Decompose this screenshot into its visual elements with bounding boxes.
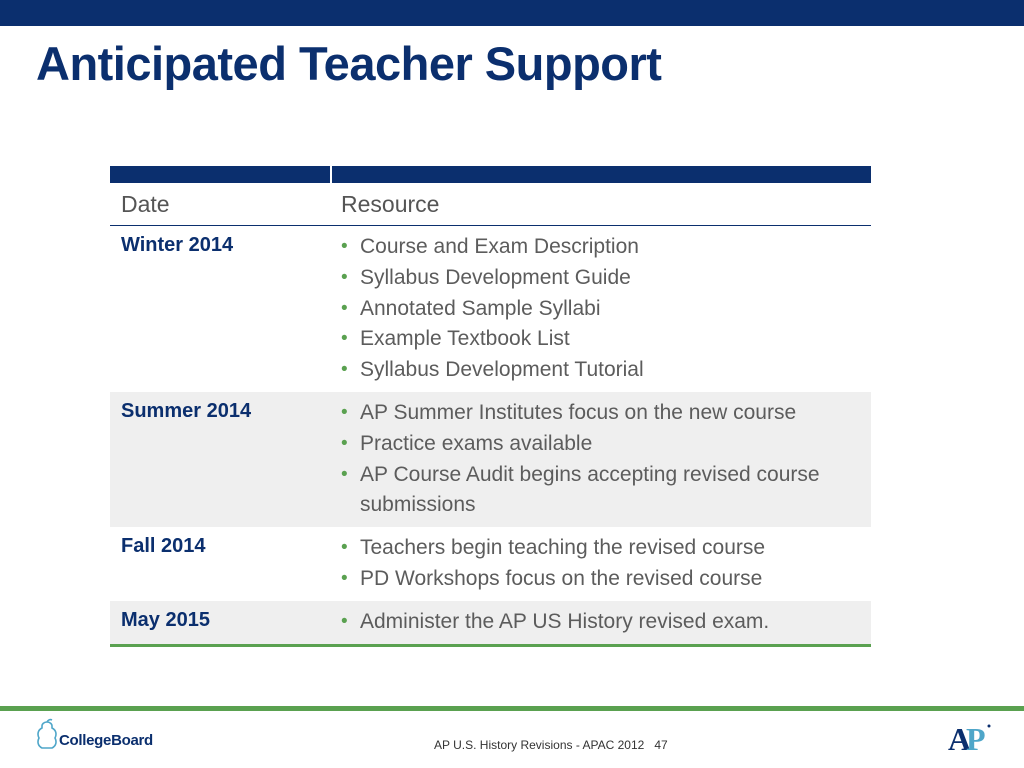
resource-item: • Annotated Sample Syllabi [341,294,871,325]
resource-item: • Practice exams available [341,429,871,460]
resource-item: • Syllabus Development Tutorial [341,355,871,386]
support-table [110,166,871,647]
resource-item: • PD Workshops focus on the revised course [341,564,871,595]
table-row [110,601,871,647]
resource-item: • Teachers begin teaching the revised course [341,533,871,564]
row-date: May 2015 [121,608,210,631]
bullet-icon: • [341,537,348,559]
bullet-icon: • [341,236,348,257]
footer-title: AP U.S. History Revisions - APAC 2012 [434,738,645,752]
resource-item: • Syllabus Development Guide [341,263,871,294]
footer-divider [0,706,1024,711]
resource-item: • Administer the AP US History revised exam. [341,607,871,638]
slide-title: Anticipated Teacher Support [36,37,662,90]
svg-text:P: P [966,721,986,756]
table-column-headers [110,183,871,226]
footer-caption [434,738,668,752]
row-date: Fall 2014 [121,535,206,558]
resource-item: • AP Course Audit begins accepting revised course submissions [341,460,820,522]
college-board-wordmark: CollegeBoard [59,732,153,749]
ap-logo-icon [946,720,994,756]
row-resources [331,601,871,644]
bullet-icon: • [341,328,348,350]
ap-logo [946,720,994,756]
table-row [110,226,871,392]
table-row [110,527,871,601]
column-header-resource: Resource [341,190,440,217]
row-date: Winter 2014 [121,234,234,256]
page-number: 47 [654,738,668,752]
resource-item: • Course and Exam Description [341,232,871,263]
row-resources [331,226,871,392]
row-resources [331,392,871,527]
svg-text:A: A [948,721,972,756]
bullet-icon: • [341,463,348,485]
resource-item: • AP Summer Institutes focus on the new course [341,398,871,429]
column-header-date: Date [121,190,170,217]
acorn-icon [34,718,60,758]
table-row [110,392,871,527]
top-banner [0,0,1024,26]
bullet-icon: • [341,432,348,454]
bullet-icon: • [341,610,348,632]
resource-item: • Example Textbook List [341,324,871,355]
bullet-icon: • [341,266,348,288]
row-resources [331,527,871,601]
table-header-band [110,166,871,183]
bullet-icon: • [341,401,348,423]
row-date: Summer 2014 [121,399,252,422]
college-board-logo [34,718,174,758]
bullet-icon: • [341,297,348,319]
bullet-icon: • [341,567,348,589]
bullet-icon: • [341,359,348,381]
